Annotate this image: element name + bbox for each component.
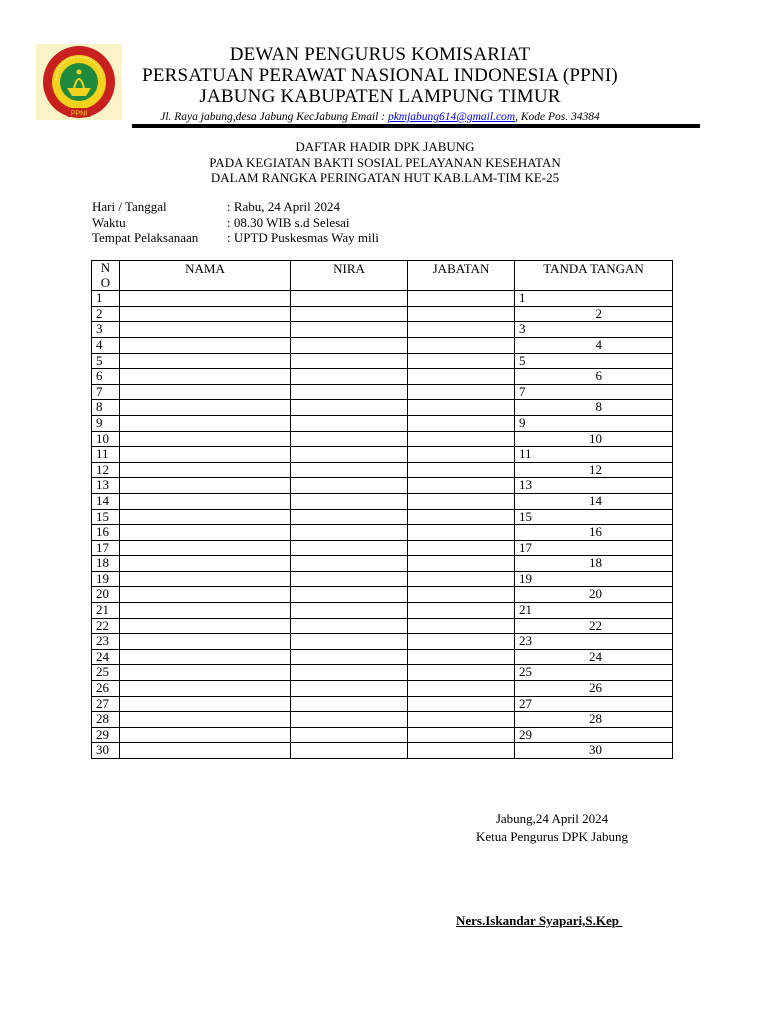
row-number: 2 — [92, 306, 120, 322]
table-row — [92, 306, 673, 322]
row-number: 17 — [92, 540, 120, 556]
nama-cell[interactable] — [120, 384, 291, 400]
signature-cell[interactable]: 3 — [515, 322, 673, 338]
signature-cell[interactable]: 9 — [515, 415, 673, 431]
jabatan-cell[interactable] — [408, 306, 515, 322]
nira-cell[interactable] — [291, 369, 408, 385]
nama-cell[interactable] — [120, 540, 291, 556]
row-number: 14 — [92, 493, 120, 509]
nira-cell[interactable] — [291, 291, 408, 307]
table-row — [92, 478, 673, 494]
jabatan-cell[interactable] — [408, 369, 515, 385]
jabatan-cell[interactable] — [408, 696, 515, 712]
signature-cell[interactable]: 4 — [515, 337, 673, 353]
jabatan-cell[interactable] — [408, 337, 515, 353]
jabatan-cell[interactable] — [408, 384, 515, 400]
table-row — [92, 400, 673, 416]
table-row — [92, 556, 673, 572]
nira-cell[interactable] — [291, 431, 408, 447]
jabatan-cell[interactable] — [408, 587, 515, 603]
nama-cell[interactable] — [120, 696, 291, 712]
letterhead-address — [120, 110, 640, 124]
row-number: 18 — [92, 556, 120, 572]
nama-cell[interactable] — [120, 337, 291, 353]
nama-cell[interactable] — [120, 462, 291, 478]
signature-cell[interactable]: 28 — [515, 712, 673, 728]
table-row — [92, 634, 673, 650]
letterhead-divider — [132, 124, 700, 128]
jabatan-cell[interactable] — [408, 462, 515, 478]
jabatan-cell[interactable] — [408, 322, 515, 338]
nira-cell[interactable] — [291, 681, 408, 697]
table-row — [92, 571, 673, 587]
title-line-2: PADA KEGIATAN BAKTI SOSIAL PELAYANAN KESEHATAN — [209, 154, 561, 170]
nama-cell[interactable] — [120, 634, 291, 650]
row-number: 29 — [92, 727, 120, 743]
table-row — [92, 337, 673, 353]
table-row — [92, 681, 673, 697]
row-number: 10 — [92, 431, 120, 447]
nama-cell[interactable] — [120, 556, 291, 572]
jabatan-cell[interactable] — [408, 556, 515, 572]
nira-cell[interactable] — [291, 509, 408, 525]
table-row — [92, 462, 673, 478]
signature-cell[interactable]: 26 — [515, 681, 673, 697]
info-value: : UPTD Puskesmas Way mili — [227, 230, 379, 245]
document-title — [90, 139, 680, 186]
table-row — [92, 665, 673, 681]
nama-cell[interactable] — [120, 743, 291, 759]
table-row — [92, 696, 673, 712]
closing-place-date: Jabung,24 April 2024 — [495, 811, 609, 826]
nama-cell[interactable] — [120, 306, 291, 322]
nama-cell[interactable] — [120, 727, 291, 743]
nama-cell[interactable] — [120, 712, 291, 728]
row-number: 11 — [92, 447, 120, 463]
info-value: : 08.30 WIB s.d Selesai — [227, 214, 350, 230]
nira-cell[interactable] — [291, 727, 408, 743]
title-line-1: DAFTAR HADIR DPK JABUNG — [295, 139, 475, 154]
nama-cell[interactable] — [120, 525, 291, 541]
address-suffix: , Kode Pos. 34384 — [515, 111, 600, 123]
nama-cell[interactable] — [120, 291, 291, 307]
letterhead-line-1: DEWAN PENGURUS KOMISARIAT — [229, 44, 531, 65]
row-number: 20 — [92, 587, 120, 603]
jabatan-cell[interactable] — [408, 431, 515, 447]
email-link[interactable]: pkmjabung614@gmail.com — [387, 111, 516, 123]
jabatan-cell[interactable] — [408, 415, 515, 431]
title-line-3: DALAM RANGKA PERINGATAN HUT KAB.LAM-TIM KE-25 — [210, 170, 560, 185]
nira-cell[interactable] — [291, 556, 408, 572]
row-number: 12 — [92, 462, 120, 478]
row-number: 3 — [92, 322, 120, 338]
nama-cell[interactable] — [120, 478, 291, 494]
row-number: 30 — [92, 743, 120, 759]
nira-cell[interactable] — [291, 322, 408, 338]
jabatan-cell[interactable] — [408, 665, 515, 681]
nama-cell[interactable] — [120, 665, 291, 681]
closing-position: Ketua Pengurus DPK Jabung — [475, 829, 628, 844]
closing-block — [440, 810, 664, 846]
jabatan-cell[interactable] — [408, 540, 515, 556]
table-row — [92, 431, 673, 447]
signer-name: Ners.Iskandar Syapari,S.Kep — [456, 913, 623, 928]
nira-cell[interactable] — [291, 634, 408, 650]
row-number: 23 — [92, 634, 120, 650]
nira-cell[interactable] — [291, 447, 408, 463]
jabatan-cell[interactable] — [408, 493, 515, 509]
header-tanda-tangan: TANDA TANGAN — [515, 261, 673, 291]
signature-cell[interactable]: 10 — [515, 431, 673, 447]
signature-cell[interactable]: 7 — [515, 384, 673, 400]
nama-cell[interactable] — [120, 400, 291, 416]
nira-cell[interactable] — [291, 462, 408, 478]
row-number: 7 — [92, 384, 120, 400]
signature-cell[interactable]: 14 — [515, 493, 673, 509]
row-number: 25 — [92, 665, 120, 681]
signature-cell[interactable]: 24 — [515, 649, 673, 665]
signature-cell[interactable]: 18 — [515, 556, 673, 572]
nira-cell[interactable] — [291, 743, 408, 759]
table-row — [92, 369, 673, 385]
table-row — [92, 587, 673, 603]
table-header-row — [92, 261, 673, 291]
letterhead — [120, 44, 640, 124]
nira-cell[interactable] — [291, 712, 408, 728]
jabatan-cell[interactable] — [408, 571, 515, 587]
row-number: 21 — [92, 603, 120, 619]
table-row — [92, 509, 673, 525]
header-nama: NAMA — [120, 261, 291, 291]
row-number: 24 — [92, 649, 120, 665]
nira-cell[interactable] — [291, 525, 408, 541]
row-number: 8 — [92, 400, 120, 416]
signature-cell[interactable]: 13 — [515, 478, 673, 494]
table-row — [92, 291, 673, 307]
nira-cell[interactable] — [291, 649, 408, 665]
row-number: 5 — [92, 353, 120, 369]
table-row — [92, 727, 673, 743]
nira-cell[interactable] — [291, 415, 408, 431]
info-label: Waktu — [92, 214, 126, 230]
nama-cell[interactable] — [120, 649, 291, 665]
jabatan-cell[interactable] — [408, 649, 515, 665]
header-jabatan: JABATAN — [408, 261, 515, 291]
jabatan-cell[interactable] — [408, 525, 515, 541]
jabatan-cell[interactable] — [408, 618, 515, 634]
row-number: 15 — [92, 509, 120, 525]
table-row — [92, 525, 673, 541]
info-row-place — [92, 230, 379, 246]
nira-cell[interactable] — [291, 478, 408, 494]
letterhead-line-3: JABUNG KABUPATEN LAMPUNG TIMUR — [199, 86, 561, 107]
table-row — [92, 618, 673, 634]
row-number: 6 — [92, 369, 120, 385]
signature-cell[interactable]: 30 — [515, 743, 673, 759]
table-row — [92, 322, 673, 338]
nira-cell[interactable] — [291, 540, 408, 556]
row-number: 27 — [92, 696, 120, 712]
jabatan-cell[interactable] — [408, 681, 515, 697]
row-number: 16 — [92, 525, 120, 541]
ppni-logo — [36, 44, 122, 120]
jabatan-cell[interactable] — [408, 634, 515, 650]
signature-cell[interactable]: 20 — [515, 587, 673, 603]
info-label: Tempat Pelaksanaan — [92, 230, 199, 245]
nama-cell[interactable] — [120, 603, 291, 619]
table-row — [92, 603, 673, 619]
address-prefix: Jl. Raya jabung,desa Jabung KecJabung Email : — [160, 111, 388, 123]
row-number: 9 — [92, 415, 120, 431]
table-row — [92, 743, 673, 759]
nama-cell[interactable] — [120, 322, 291, 338]
signature-cell[interactable]: 22 — [515, 618, 673, 634]
row-number: 22 — [92, 618, 120, 634]
nama-cell[interactable] — [120, 353, 291, 369]
nira-cell[interactable] — [291, 603, 408, 619]
jabatan-cell[interactable] — [408, 743, 515, 759]
nama-cell[interactable] — [120, 509, 291, 525]
signature-cell[interactable]: 23 — [515, 634, 673, 650]
nira-cell[interactable] — [291, 400, 408, 416]
jabatan-cell[interactable] — [408, 447, 515, 463]
nira-cell[interactable] — [291, 696, 408, 712]
signature-cell[interactable]: 15 — [515, 509, 673, 525]
signature-cell[interactable]: 5 — [515, 353, 673, 369]
table-row — [92, 540, 673, 556]
signature-cell[interactable]: 16 — [515, 525, 673, 541]
signature-cell[interactable]: 21 — [515, 603, 673, 619]
signature-cell[interactable]: 11 — [515, 447, 673, 463]
nama-cell[interactable] — [120, 369, 291, 385]
nira-cell[interactable] — [291, 665, 408, 681]
table-row — [92, 384, 673, 400]
nira-cell[interactable] — [291, 571, 408, 587]
header-no: N O — [92, 261, 120, 291]
nama-cell[interactable] — [120, 493, 291, 509]
row-number: 4 — [92, 337, 120, 353]
table-row — [92, 649, 673, 665]
nama-cell[interactable] — [120, 681, 291, 697]
attendance-table — [91, 260, 673, 759]
nama-cell[interactable] — [120, 415, 291, 431]
table-row — [92, 415, 673, 431]
event-info — [92, 199, 379, 246]
signature-cell[interactable]: 17 — [515, 540, 673, 556]
table-row — [92, 353, 673, 369]
jabatan-cell[interactable] — [408, 353, 515, 369]
jabatan-cell[interactable] — [408, 478, 515, 494]
nira-cell[interactable] — [291, 337, 408, 353]
table-body — [92, 291, 673, 759]
signature-cell[interactable]: 6 — [515, 369, 673, 385]
logo-ppni-text: PPNI — [70, 110, 88, 118]
signature-cell[interactable]: 8 — [515, 400, 673, 416]
info-row-date — [92, 199, 379, 215]
header-nira: NIRA — [291, 261, 408, 291]
signature-cell[interactable]: 29 — [515, 727, 673, 743]
row-number: 13 — [92, 478, 120, 494]
nama-cell[interactable] — [120, 431, 291, 447]
jabatan-cell[interactable] — [408, 712, 515, 728]
table-row — [92, 447, 673, 463]
row-number: 1 — [92, 291, 120, 307]
signature-cell[interactable]: 19 — [515, 571, 673, 587]
nama-cell[interactable] — [120, 618, 291, 634]
nama-cell[interactable] — [120, 447, 291, 463]
table-row — [92, 493, 673, 509]
jabatan-cell[interactable] — [408, 727, 515, 743]
nira-cell[interactable] — [291, 493, 408, 509]
nira-cell[interactable] — [291, 384, 408, 400]
signature-cell[interactable]: 27 — [515, 696, 673, 712]
jabatan-cell[interactable] — [408, 291, 515, 307]
table-row — [92, 712, 673, 728]
row-number: 19 — [92, 571, 120, 587]
nira-cell[interactable] — [291, 587, 408, 603]
signature-cell[interactable]: 1 — [515, 291, 673, 307]
info-value: : Rabu, 24 April 2024 — [227, 199, 341, 214]
row-number: 28 — [92, 712, 120, 728]
nira-cell[interactable] — [291, 618, 408, 634]
nama-cell[interactable] — [120, 587, 291, 603]
info-label: Hari / Tanggal — [92, 199, 167, 214]
info-row-time — [92, 215, 379, 231]
jabatan-cell[interactable] — [408, 400, 515, 416]
letterhead-line-2: PERSATUAN PERAWAT NASIONAL INDONESIA (PPNI) — [142, 65, 618, 86]
nira-cell[interactable] — [291, 353, 408, 369]
row-number: 26 — [92, 681, 120, 697]
jabatan-cell[interactable] — [408, 603, 515, 619]
jabatan-cell[interactable] — [408, 509, 515, 525]
signature-cell[interactable]: 25 — [515, 665, 673, 681]
signature-cell[interactable]: 2 — [515, 306, 673, 322]
nama-cell[interactable] — [120, 571, 291, 587]
signature-cell[interactable]: 12 — [515, 462, 673, 478]
nira-cell[interactable] — [291, 306, 408, 322]
